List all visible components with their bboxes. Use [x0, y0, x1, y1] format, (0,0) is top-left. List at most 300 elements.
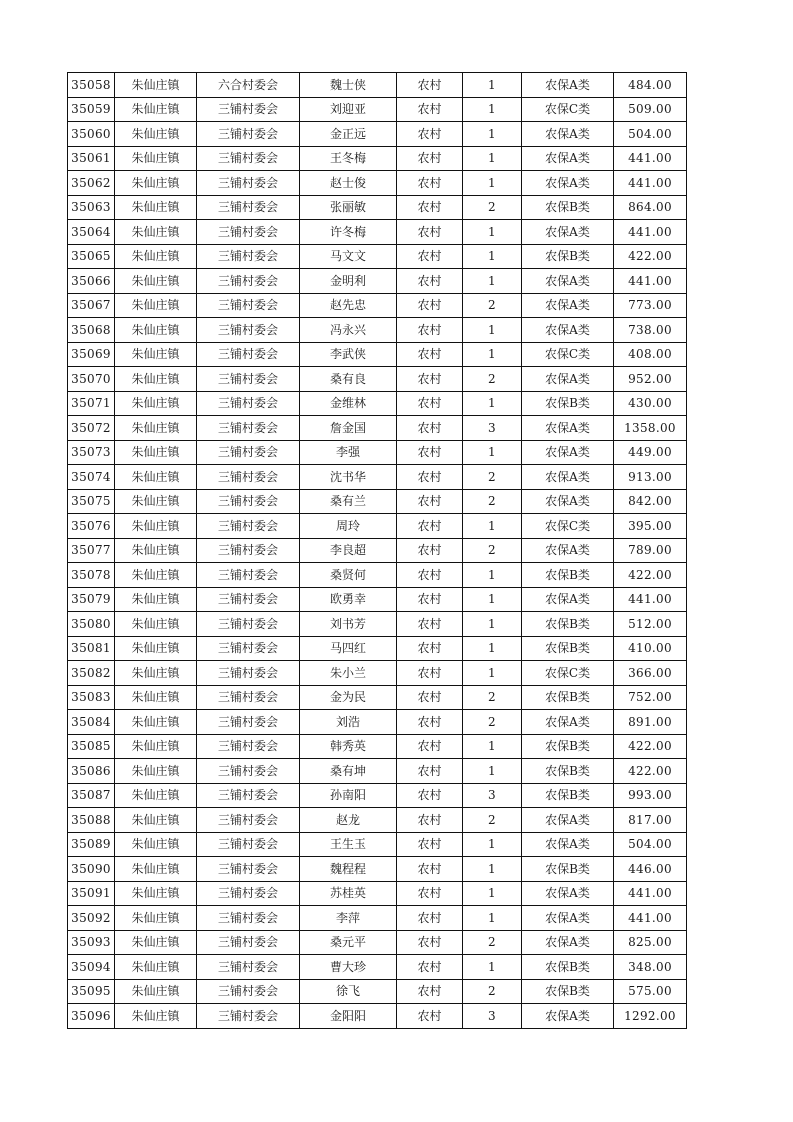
town-cell: 朱仙庄镇 [115, 955, 197, 980]
village-committee-cell: 三铺村委会 [197, 955, 300, 980]
town-cell: 朱仙庄镇 [115, 612, 197, 637]
village-committee-cell: 三铺村委会 [197, 881, 300, 906]
household-count-cell: 1 [463, 955, 522, 980]
area-type-cell: 农村 [397, 269, 463, 294]
household-count-cell: 1 [463, 636, 522, 661]
amount-cell: 441.00 [614, 171, 687, 196]
table-row [68, 489, 687, 514]
name-cell: 王冬梅 [300, 146, 397, 171]
area-type-cell: 农村 [397, 195, 463, 220]
name-cell: 周玲 [300, 514, 397, 539]
record-id-cell: 35088 [68, 808, 115, 833]
name-cell: 金正远 [300, 122, 397, 147]
household-count-cell: 3 [463, 1004, 522, 1029]
insurance-category-cell: 农保B类 [522, 563, 614, 588]
area-type-cell: 农村 [397, 734, 463, 759]
table-row [68, 612, 687, 637]
record-id-cell: 35066 [68, 269, 115, 294]
town-cell: 朱仙庄镇 [115, 538, 197, 563]
household-count-cell: 1 [463, 661, 522, 686]
town-cell: 朱仙庄镇 [115, 416, 197, 441]
village-committee-cell: 三铺村委会 [197, 465, 300, 490]
amount-cell: 366.00 [614, 661, 687, 686]
name-cell: 沈书华 [300, 465, 397, 490]
name-cell: 李萍 [300, 906, 397, 931]
village-committee-cell: 三铺村委会 [197, 759, 300, 784]
table-row [68, 587, 687, 612]
amount-cell: 484.00 [614, 73, 687, 98]
insurance-category-cell: 农保B类 [522, 636, 614, 661]
table-row [68, 710, 687, 735]
name-cell: 许冬梅 [300, 220, 397, 245]
household-count-cell: 2 [463, 293, 522, 318]
table-row [68, 636, 687, 661]
household-count-cell: 2 [463, 930, 522, 955]
town-cell: 朱仙庄镇 [115, 906, 197, 931]
town-cell: 朱仙庄镇 [115, 122, 197, 147]
village-committee-cell: 三铺村委会 [197, 1004, 300, 1029]
record-id-cell: 35069 [68, 342, 115, 367]
record-id-cell: 35084 [68, 710, 115, 735]
name-cell: 马四红 [300, 636, 397, 661]
name-cell: 冯永兴 [300, 318, 397, 343]
record-id-cell: 35087 [68, 783, 115, 808]
area-type-cell: 农村 [397, 244, 463, 269]
amount-cell: 509.00 [614, 97, 687, 122]
insurance-category-cell: 农保A类 [522, 538, 614, 563]
area-type-cell: 农村 [397, 808, 463, 833]
village-committee-cell: 三铺村委会 [197, 734, 300, 759]
insurance-category-cell: 农保B类 [522, 244, 614, 269]
village-committee-cell: 三铺村委会 [197, 440, 300, 465]
area-type-cell: 农村 [397, 146, 463, 171]
town-cell: 朱仙庄镇 [115, 391, 197, 416]
household-count-cell: 1 [463, 73, 522, 98]
name-cell: 桑贤何 [300, 563, 397, 588]
record-id-cell: 35067 [68, 293, 115, 318]
table-row [68, 220, 687, 245]
record-id-cell: 35090 [68, 857, 115, 882]
record-id-cell: 35070 [68, 367, 115, 392]
area-type-cell: 农村 [397, 220, 463, 245]
household-count-cell: 1 [463, 612, 522, 637]
amount-cell: 773.00 [614, 293, 687, 318]
amount-cell: 348.00 [614, 955, 687, 980]
household-count-cell: 2 [463, 538, 522, 563]
insurance-category-cell: 农保A类 [522, 881, 614, 906]
village-committee-cell: 三铺村委会 [197, 195, 300, 220]
insurance-category-cell: 农保B类 [522, 734, 614, 759]
amount-cell: 1358.00 [614, 416, 687, 441]
amount-cell: 504.00 [614, 122, 687, 147]
amount-cell: 441.00 [614, 146, 687, 171]
household-count-cell: 1 [463, 122, 522, 147]
name-cell: 詹金国 [300, 416, 397, 441]
amount-cell: 752.00 [614, 685, 687, 710]
household-count-cell: 2 [463, 808, 522, 833]
name-cell: 曹大珍 [300, 955, 397, 980]
village-committee-cell: 三铺村委会 [197, 318, 300, 343]
town-cell: 朱仙庄镇 [115, 244, 197, 269]
record-id-cell: 35081 [68, 636, 115, 661]
name-cell: 马文文 [300, 244, 397, 269]
area-type-cell: 农村 [397, 171, 463, 196]
name-cell: 欧勇幸 [300, 587, 397, 612]
name-cell: 张丽敏 [300, 195, 397, 220]
insurance-category-cell: 农保A类 [522, 808, 614, 833]
town-cell: 朱仙庄镇 [115, 73, 197, 98]
amount-cell: 441.00 [614, 881, 687, 906]
town-cell: 朱仙庄镇 [115, 293, 197, 318]
name-cell: 赵先忠 [300, 293, 397, 318]
town-cell: 朱仙庄镇 [115, 587, 197, 612]
village-committee-cell: 三铺村委会 [197, 514, 300, 539]
insurance-category-cell: 农保A类 [522, 367, 614, 392]
record-id-cell: 35064 [68, 220, 115, 245]
table-row [68, 367, 687, 392]
amount-cell: 993.00 [614, 783, 687, 808]
table-row [68, 1004, 687, 1029]
insurance-category-cell: 农保B类 [522, 783, 614, 808]
area-type-cell: 农村 [397, 1004, 463, 1029]
record-id-cell: 35091 [68, 881, 115, 906]
amount-cell: 410.00 [614, 636, 687, 661]
table-row [68, 440, 687, 465]
area-type-cell: 农村 [397, 318, 463, 343]
household-count-cell: 1 [463, 342, 522, 367]
record-id-cell: 35078 [68, 563, 115, 588]
record-id-cell: 35060 [68, 122, 115, 147]
table-row [68, 195, 687, 220]
table-row [68, 465, 687, 490]
record-id-cell: 35073 [68, 440, 115, 465]
household-count-cell: 1 [463, 244, 522, 269]
record-id-cell: 35058 [68, 73, 115, 98]
village-committee-cell: 三铺村委会 [197, 636, 300, 661]
insurance-category-cell: 农保A类 [522, 293, 614, 318]
area-type-cell: 农村 [397, 661, 463, 686]
insurance-category-cell: 农保A类 [522, 122, 614, 147]
town-cell: 朱仙庄镇 [115, 318, 197, 343]
household-count-cell: 1 [463, 318, 522, 343]
area-type-cell: 农村 [397, 465, 463, 490]
record-id-cell: 35083 [68, 685, 115, 710]
amount-cell: 422.00 [614, 759, 687, 784]
village-committee-cell: 三铺村委会 [197, 538, 300, 563]
amount-cell: 512.00 [614, 612, 687, 637]
amount-cell: 422.00 [614, 244, 687, 269]
name-cell: 金阳阳 [300, 1004, 397, 1029]
village-committee-cell: 三铺村委会 [197, 587, 300, 612]
record-id-cell: 35065 [68, 244, 115, 269]
table-row [68, 759, 687, 784]
town-cell: 朱仙庄镇 [115, 440, 197, 465]
insurance-category-cell: 农保B类 [522, 685, 614, 710]
village-committee-cell: 三铺村委会 [197, 97, 300, 122]
amount-cell: 449.00 [614, 440, 687, 465]
insurance-category-cell: 农保A类 [522, 710, 614, 735]
household-count-cell: 2 [463, 195, 522, 220]
area-type-cell: 农村 [397, 122, 463, 147]
insurance-category-cell: 农保B类 [522, 195, 614, 220]
table-row [68, 661, 687, 686]
town-cell: 朱仙庄镇 [115, 269, 197, 294]
town-cell: 朱仙庄镇 [115, 220, 197, 245]
village-committee-cell: 三铺村委会 [197, 367, 300, 392]
table-row [68, 416, 687, 441]
insurance-category-cell: 农保A类 [522, 906, 614, 931]
amount-cell: 817.00 [614, 808, 687, 833]
name-cell: 孙南阳 [300, 783, 397, 808]
village-committee-cell: 三铺村委会 [197, 612, 300, 637]
table-row [68, 979, 687, 1004]
area-type-cell: 农村 [397, 832, 463, 857]
household-count-cell: 1 [463, 734, 522, 759]
household-count-cell: 2 [463, 710, 522, 735]
amount-cell: 952.00 [614, 367, 687, 392]
amount-cell: 789.00 [614, 538, 687, 563]
insurance-category-cell: 农保B类 [522, 759, 614, 784]
insurance-category-cell: 农保A类 [522, 489, 614, 514]
area-type-cell: 农村 [397, 759, 463, 784]
village-committee-cell: 三铺村委会 [197, 220, 300, 245]
insurance-category-cell: 农保B类 [522, 612, 614, 637]
amount-cell: 738.00 [614, 318, 687, 343]
insurance-category-cell: 农保A类 [522, 318, 614, 343]
insurance-category-cell: 农保A类 [522, 587, 614, 612]
name-cell: 李强 [300, 440, 397, 465]
record-id-cell: 35071 [68, 391, 115, 416]
amount-cell: 422.00 [614, 734, 687, 759]
town-cell: 朱仙庄镇 [115, 342, 197, 367]
name-cell: 李良超 [300, 538, 397, 563]
table-row [68, 391, 687, 416]
area-type-cell: 农村 [397, 563, 463, 588]
name-cell: 朱小兰 [300, 661, 397, 686]
area-type-cell: 农村 [397, 538, 463, 563]
insurance-category-cell: 农保B类 [522, 979, 614, 1004]
area-type-cell: 农村 [397, 881, 463, 906]
table-row [68, 930, 687, 955]
household-count-cell: 1 [463, 391, 522, 416]
table-row [68, 318, 687, 343]
town-cell: 朱仙庄镇 [115, 97, 197, 122]
household-count-cell: 1 [463, 269, 522, 294]
name-cell: 赵龙 [300, 808, 397, 833]
amount-cell: 913.00 [614, 465, 687, 490]
area-type-cell: 农村 [397, 710, 463, 735]
village-committee-cell: 三铺村委会 [197, 685, 300, 710]
insurance-category-cell: 农保B类 [522, 391, 614, 416]
table-row [68, 881, 687, 906]
household-count-cell: 1 [463, 832, 522, 857]
village-committee-cell: 三铺村委会 [197, 244, 300, 269]
record-id-cell: 35074 [68, 465, 115, 490]
area-type-cell: 农村 [397, 391, 463, 416]
name-cell: 金明利 [300, 269, 397, 294]
table-row [68, 97, 687, 122]
village-committee-cell: 三铺村委会 [197, 171, 300, 196]
amount-cell: 842.00 [614, 489, 687, 514]
amount-cell: 441.00 [614, 587, 687, 612]
area-type-cell: 农村 [397, 857, 463, 882]
village-committee-cell: 三铺村委会 [197, 489, 300, 514]
village-committee-cell: 三铺村委会 [197, 808, 300, 833]
name-cell: 桑有良 [300, 367, 397, 392]
name-cell: 徐飞 [300, 979, 397, 1004]
town-cell: 朱仙庄镇 [115, 930, 197, 955]
village-committee-cell: 三铺村委会 [197, 979, 300, 1004]
household-count-cell: 2 [463, 367, 522, 392]
area-type-cell: 农村 [397, 73, 463, 98]
amount-cell: 441.00 [614, 220, 687, 245]
village-committee-cell: 三铺村委会 [197, 416, 300, 441]
area-type-cell: 农村 [397, 97, 463, 122]
table-row [68, 685, 687, 710]
household-count-cell: 1 [463, 881, 522, 906]
record-id-cell: 35096 [68, 1004, 115, 1029]
amount-cell: 422.00 [614, 563, 687, 588]
area-type-cell: 农村 [397, 489, 463, 514]
insurance-category-cell: 农保A类 [522, 1004, 614, 1029]
insurance-category-cell: 农保B类 [522, 857, 614, 882]
name-cell: 刘书芳 [300, 612, 397, 637]
name-cell: 金维林 [300, 391, 397, 416]
town-cell: 朱仙庄镇 [115, 710, 197, 735]
household-count-cell: 1 [463, 514, 522, 539]
insurance-category-cell: 农保A类 [522, 269, 614, 294]
table-row [68, 734, 687, 759]
insurance-category-cell: 农保B类 [522, 955, 614, 980]
area-type-cell: 农村 [397, 979, 463, 1004]
town-cell: 朱仙庄镇 [115, 636, 197, 661]
name-cell: 魏程程 [300, 857, 397, 882]
amount-cell: 1292.00 [614, 1004, 687, 1029]
table-row [68, 538, 687, 563]
village-committee-cell: 三铺村委会 [197, 293, 300, 318]
household-count-cell: 2 [463, 489, 522, 514]
records-table-body [68, 73, 687, 1029]
record-id-cell: 35092 [68, 906, 115, 931]
town-cell: 朱仙庄镇 [115, 881, 197, 906]
amount-cell: 891.00 [614, 710, 687, 735]
village-committee-cell: 三铺村委会 [197, 563, 300, 588]
household-count-cell: 1 [463, 97, 522, 122]
insurance-category-cell: 农保C类 [522, 514, 614, 539]
table-row [68, 808, 687, 833]
town-cell: 朱仙庄镇 [115, 685, 197, 710]
insurance-category-cell: 农保A类 [522, 832, 614, 857]
town-cell: 朱仙庄镇 [115, 489, 197, 514]
village-committee-cell: 三铺村委会 [197, 783, 300, 808]
insurance-category-cell: 农保C类 [522, 97, 614, 122]
record-id-cell: 35077 [68, 538, 115, 563]
name-cell: 刘浩 [300, 710, 397, 735]
record-id-cell: 35080 [68, 612, 115, 637]
record-id-cell: 35075 [68, 489, 115, 514]
village-committee-cell: 三铺村委会 [197, 930, 300, 955]
table-row [68, 857, 687, 882]
insurance-category-cell: 农保A类 [522, 73, 614, 98]
table-row [68, 269, 687, 294]
insurance-category-cell: 农保A类 [522, 146, 614, 171]
area-type-cell: 农村 [397, 612, 463, 637]
record-id-cell: 35094 [68, 955, 115, 980]
village-committee-cell: 三铺村委会 [197, 342, 300, 367]
name-cell: 王生玉 [300, 832, 397, 857]
name-cell: 韩秀英 [300, 734, 397, 759]
record-id-cell: 35079 [68, 587, 115, 612]
name-cell: 桑元平 [300, 930, 397, 955]
village-committee-cell: 三铺村委会 [197, 269, 300, 294]
record-id-cell: 35085 [68, 734, 115, 759]
name-cell: 赵士俊 [300, 171, 397, 196]
household-count-cell: 1 [463, 146, 522, 171]
area-type-cell: 农村 [397, 514, 463, 539]
household-count-cell: 2 [463, 685, 522, 710]
amount-cell: 446.00 [614, 857, 687, 882]
household-count-cell: 3 [463, 783, 522, 808]
area-type-cell: 农村 [397, 955, 463, 980]
village-committee-cell: 三铺村委会 [197, 832, 300, 857]
table-row [68, 342, 687, 367]
record-id-cell: 35089 [68, 832, 115, 857]
household-count-cell: 3 [463, 416, 522, 441]
amount-cell: 825.00 [614, 930, 687, 955]
town-cell: 朱仙庄镇 [115, 146, 197, 171]
area-type-cell: 农村 [397, 930, 463, 955]
record-id-cell: 35063 [68, 195, 115, 220]
record-id-cell: 35093 [68, 930, 115, 955]
name-cell: 李武侠 [300, 342, 397, 367]
town-cell: 朱仙庄镇 [115, 1004, 197, 1029]
insurance-category-cell: 农保A类 [522, 171, 614, 196]
record-id-cell: 35076 [68, 514, 115, 539]
amount-cell: 395.00 [614, 514, 687, 539]
household-count-cell: 1 [463, 563, 522, 588]
name-cell: 桑有坤 [300, 759, 397, 784]
town-cell: 朱仙庄镇 [115, 783, 197, 808]
name-cell: 金为民 [300, 685, 397, 710]
name-cell: 桑有兰 [300, 489, 397, 514]
amount-cell: 504.00 [614, 832, 687, 857]
village-committee-cell: 三铺村委会 [197, 146, 300, 171]
village-committee-cell: 三铺村委会 [197, 391, 300, 416]
village-committee-cell: 三铺村委会 [197, 906, 300, 931]
insurance-category-cell: 农保A类 [522, 220, 614, 245]
amount-cell: 575.00 [614, 979, 687, 1004]
insurance-category-cell: 农保C类 [522, 661, 614, 686]
amount-cell: 864.00 [614, 195, 687, 220]
town-cell: 朱仙庄镇 [115, 367, 197, 392]
area-type-cell: 农村 [397, 416, 463, 441]
table-row [68, 783, 687, 808]
record-id-cell: 35082 [68, 661, 115, 686]
village-committee-cell: 六合村委会 [197, 73, 300, 98]
town-cell: 朱仙庄镇 [115, 832, 197, 857]
record-id-cell: 35062 [68, 171, 115, 196]
household-count-cell: 2 [463, 465, 522, 490]
table-row [68, 293, 687, 318]
amount-cell: 441.00 [614, 269, 687, 294]
household-count-cell: 2 [463, 979, 522, 1004]
record-id-cell: 35095 [68, 979, 115, 1004]
town-cell: 朱仙庄镇 [115, 514, 197, 539]
record-id-cell: 35061 [68, 146, 115, 171]
area-type-cell: 农村 [397, 367, 463, 392]
village-committee-cell: 三铺村委会 [197, 661, 300, 686]
table-row [68, 955, 687, 980]
